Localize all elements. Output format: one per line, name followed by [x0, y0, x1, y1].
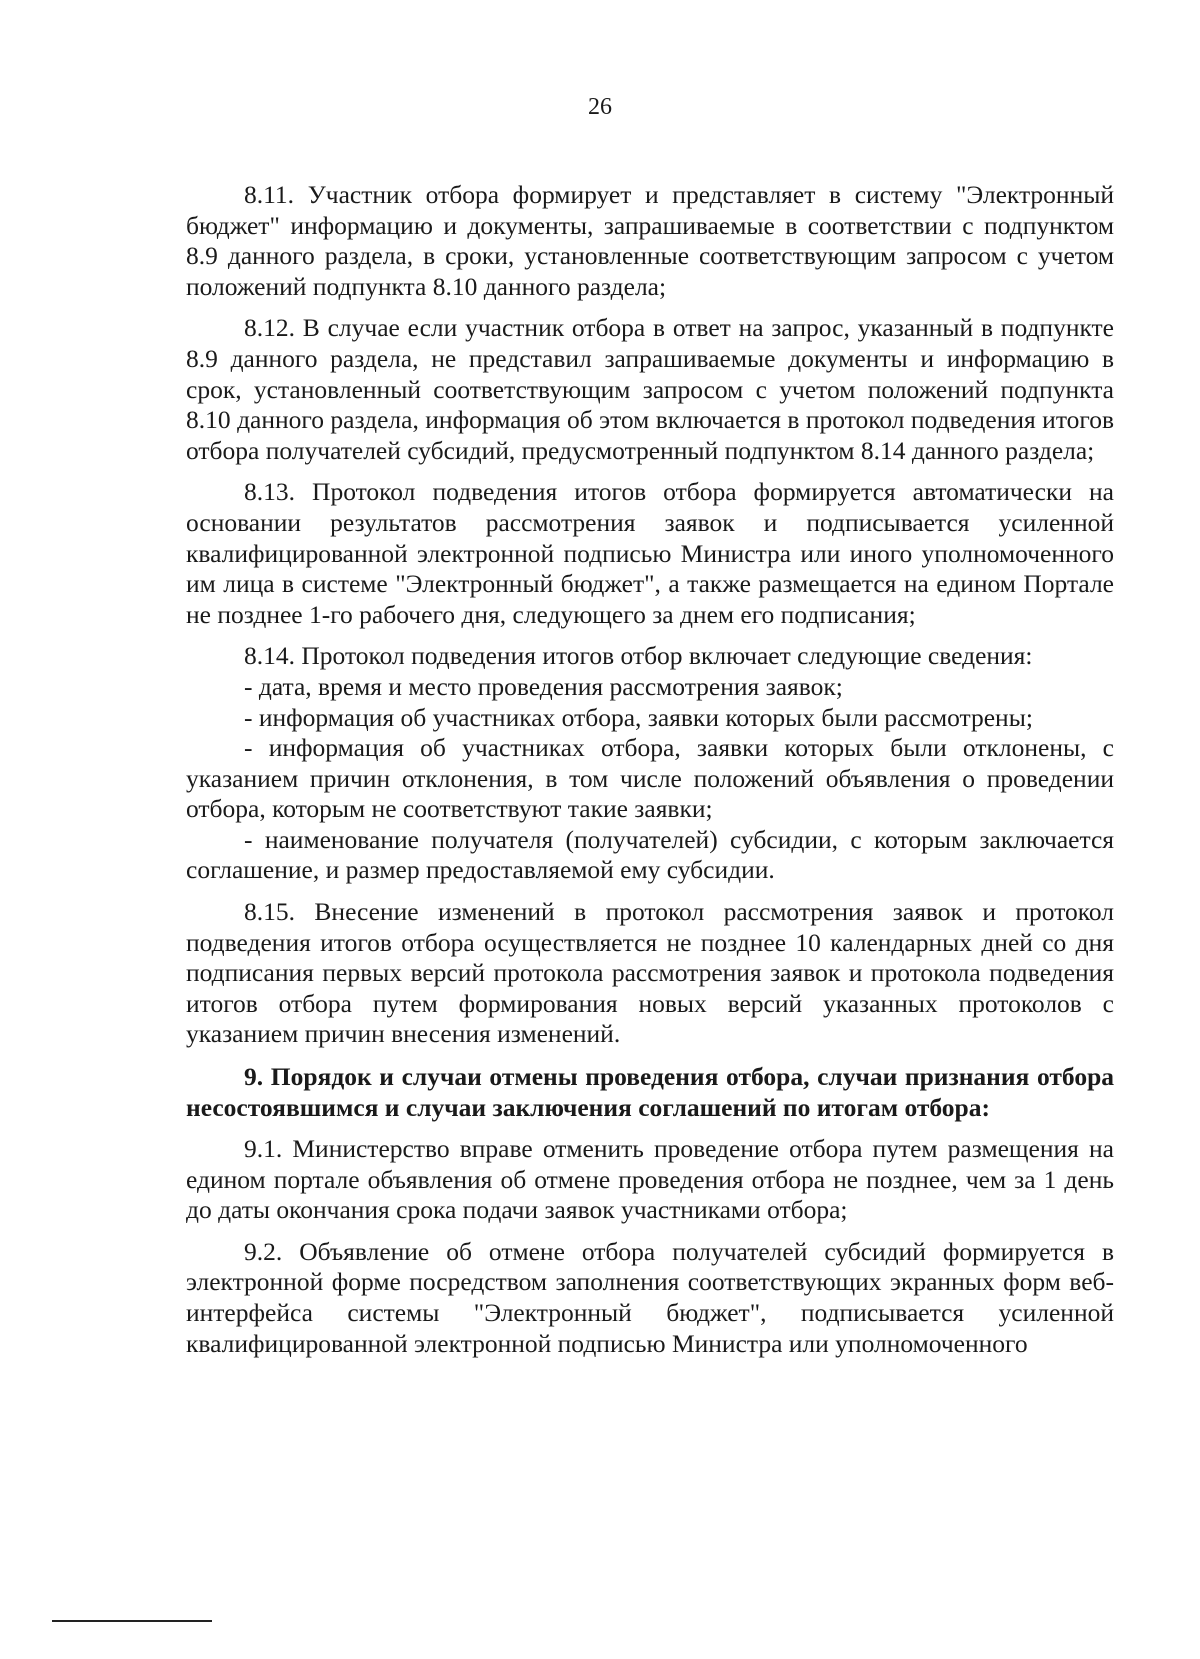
footnote-separator [52, 1620, 212, 1622]
list-item: - информация об участниках отбора, заявки которых были рассмотрены; [244, 702, 1033, 732]
paragraph-9-1: 9.1. Министерство вправе отменить проведение отбора путем размещения на едином портале объявления об отмене проведения отбора не позднее, чем за 1 день до даты окончания срока подачи заявок участниками отбора; [186, 1134, 1114, 1225]
list-item: - наименование получателя (получателей) субсидии, с которым заключается соглашение, и размер предоставляемой ему субсидии. [186, 824, 1114, 885]
paragraph-9-2: 9.2. Объявление об отмене отбора получателей субсидий формируется в электронной форме посредством заполнения соответствующих экранных форм веб-интерфейса системы "Электронный бюджет", подписывается усиленной квалифицированной электронной подписью Министра или уполномоченного [186, 1236, 1114, 1358]
list-item: - дата, время и место проведения рассмотрения заявок; [244, 671, 843, 701]
paragraph-8-14: 8.14. Протокол подведения итогов отбор включает следующие сведения: [244, 641, 1033, 671]
list-item: - информация об участниках отбора, заявки которых были отклонены, с указанием причин отклонения, в том числе положений объявления о проведении отбора, которым не соответствуют такие заявки; [186, 733, 1114, 824]
paragraph-8-12: 8.12. В случае если участник отбора в ответ на запрос, указанный в подпункте 8.9 данного раздела, не представил запрашиваемые документы и информацию в срок, установленный соответствующим запросом с учетом положений подпункта 8.10 данного раздела, информация об этом включается в протокол подведения итогов отбора получателей субсидий, предусмотренный подпунктом 8.14 данного раздела; [186, 313, 1114, 465]
paragraph-8-11: 8.11. Участник отбора формирует и представляет в систему "Электронный бюджет" информацию и документы, запрашиваемые в соответствии с подпунктом 8.9 данного раздела, в сроки, установленные соответствующим запросом с учетом положений подпункта 8.10 данного раздела; [186, 180, 1114, 301]
page-number: 26 [588, 94, 612, 120]
document-body [186, 180, 1114, 1370]
paragraph-8-15: 8.15. Внесение изменений в протокол рассмотрения заявок и протокол подведения итогов отбора осуществляется не позднее 10 календарных дней со дня подписания первых версий протокола рассмотрения заявок и протокола подведения итогов отбора путем формирования новых версий указанных протоколов с указанием причин внесения изменений. [186, 897, 1114, 1049]
section-heading: 9. Порядок и случаи отмены проведения отбора, случаи признания отбора несостоявшимся и случаи заключения соглашений по итогам отбора: [186, 1062, 1114, 1123]
paragraph-8-13: 8.13. Протокол подведения итогов отбора формируется автоматически на основании результатов рассмотрения заявок и подписывается усиленной квалифицированной электронной подписью Министра или иного уполномоченного им лица в системе "Электронный бюджет", а также размещается на едином Портале не позднее 1-го рабочего дня, следующего за днем его подписания; [186, 477, 1114, 629]
